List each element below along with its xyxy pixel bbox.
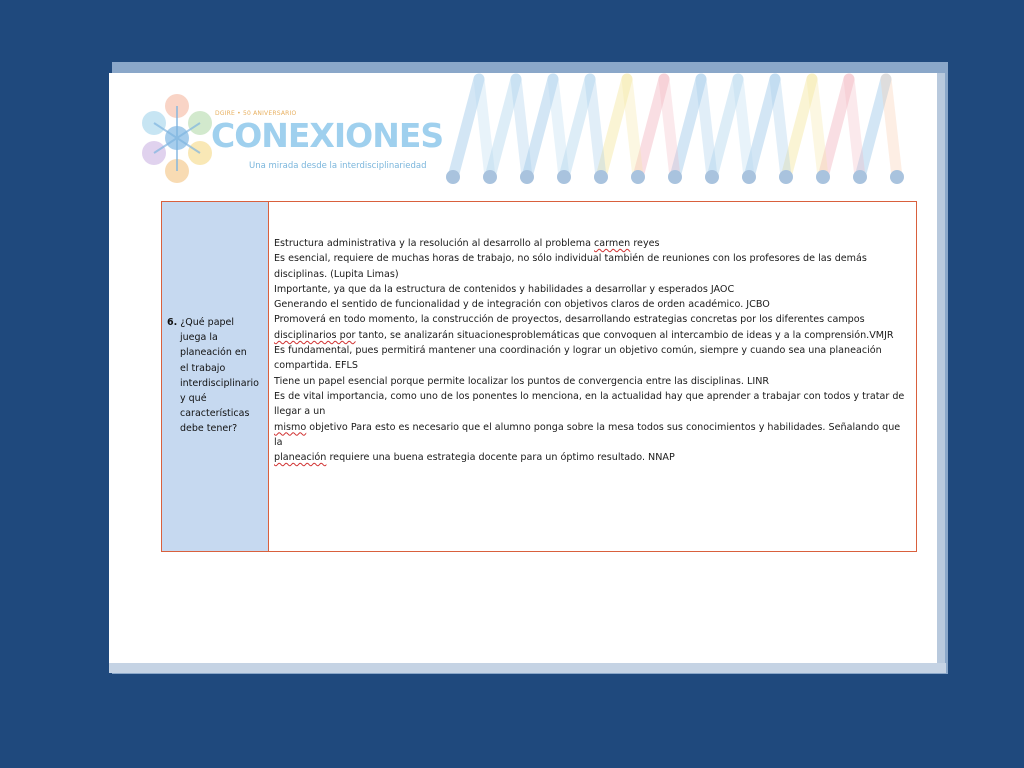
answer-paragraph: Es de vital importancia, como uno de los ponentes lo menciona, en la actualidad hay que aprender a trabajar con todos y tratar de llegar a un [274, 390, 905, 418]
spellcheck-mark: mismo [274, 421, 307, 433]
decorative-ribbons [445, 73, 915, 191]
network-logo-icon [139, 91, 215, 187]
answers-cell [274, 236, 910, 465]
answer-paragraph: Es fundamental, pues permitirá mantener una coordinación y lograr un objetivo común, siempre y cuando sea una planeación compartida. EFLS [274, 345, 882, 372]
slide [109, 73, 945, 663]
question-cell [162, 202, 269, 551]
spellcheck-mark: disciplinarios por [274, 329, 356, 341]
question-line: planeación en [180, 347, 247, 359]
brand-title: CONEXIONES [211, 116, 444, 155]
slide-header [109, 73, 937, 198]
spellcheck-mark: planeación [274, 452, 327, 464]
question-line: juega la [180, 332, 218, 344]
answer-paragraph: planeación requiere una buena estrategia docente para un óptimo resultado. NNAP [274, 452, 675, 464]
answer-paragraph: Es esencial, requiere de muchas horas de trabajo, no sólo individual también de reuniones con los profesores de las demás disciplinas. (Lupita Limas) [274, 253, 867, 280]
answer-paragraph: Importante, ya que da la estructura de contenidos y habilidades a desarrollar y esperados JAOC [274, 283, 735, 295]
question-line: el trabajo [180, 362, 226, 374]
question-number: 6. [167, 317, 178, 328]
qa-table [161, 201, 917, 552]
answer-paragraph: mismo objetivo Para esto es necesario que el alumno ponga sobre la mesa todos sus conocimientos y habilidades. Señalando que la [274, 421, 901, 448]
question-text [167, 315, 267, 437]
question-line: interdisciplinario [180, 377, 259, 389]
slide-bottom-edge [109, 663, 946, 673]
question-line: ¿Qué papel [180, 317, 235, 328]
brand-subtitle: Una mirada desde la interdisciplinariedad [249, 161, 427, 171]
anniversary-tagline: DGIRE • 50 ANIVERSARIO [215, 110, 297, 117]
answer-paragraph: Estructura administrativa y la resolución al desarrollo al problema carmen reyes [274, 238, 660, 249]
answer-paragraph: Tiene un papel esencial porque permite localizar los puntos de convergencia entre las disciplinas. LINR [274, 375, 770, 387]
answer-paragraph: Generando el sentido de funcionalidad y de integración con objetivos claros de orden académico. JCBO [274, 299, 770, 311]
question-line: características [180, 408, 250, 420]
answer-paragraph: Promoverá en todo momento, la construcción de proyectos, desarrollando estrategias concretas por los diferentes campos disciplinarios por tanto, se analizarán situacionesproblemáticas que convoquen al intercambio de ideas y a la comprensión.VMJR [274, 314, 894, 341]
question-line: y qué [180, 393, 207, 405]
question-line: debe tener? [180, 423, 238, 435]
spellcheck-mark: carmen [594, 238, 631, 249]
